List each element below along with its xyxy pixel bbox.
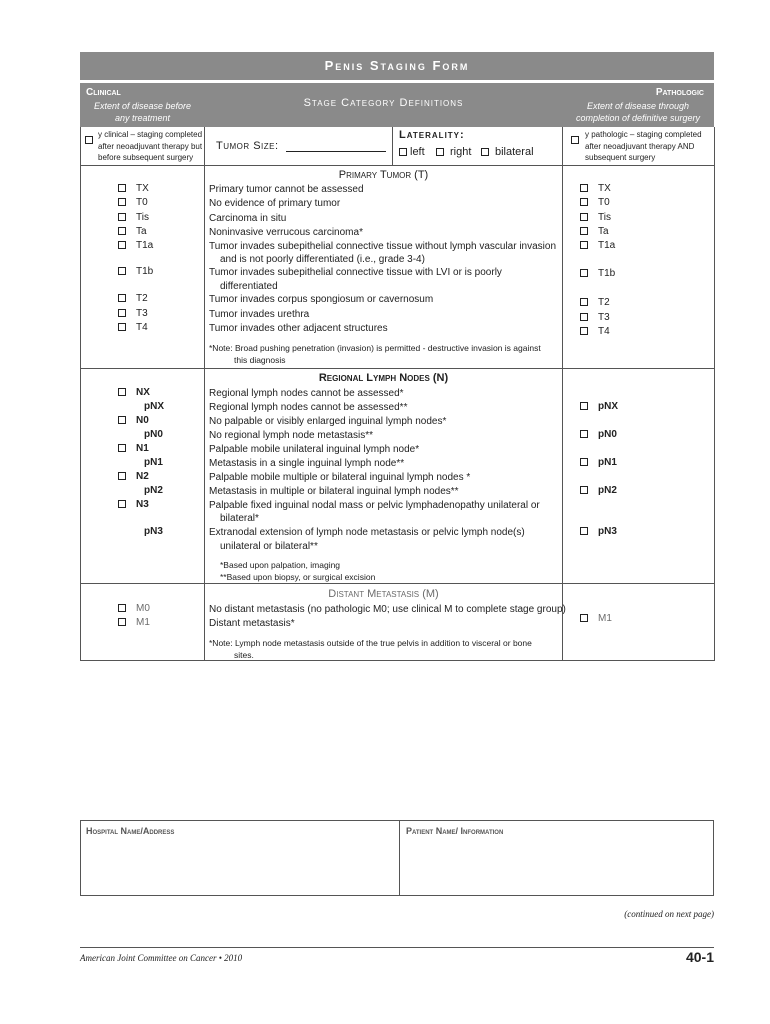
n-def-n0: No palpable or visibly enlarged inguinal lymph nodes* [209,416,447,427]
clinical-t-t0-label: T0 [136,197,148,208]
clinical-n-n1[interactable] [118,443,149,455]
laterality-right-label: right [450,146,472,158]
laterality-left-checkbox[interactable] [399,148,407,156]
clinical-n-pn2 [144,485,163,497]
clinical-t-t4[interactable] [118,322,148,334]
clinical-t-ta[interactable] [118,226,147,238]
clinical-n-n0[interactable] [118,415,149,427]
definitions-header: Stage Category Definitions [303,97,464,109]
t-def-t1a-line2: and is not poorly differentiated (i.e., grade 3-4) [220,254,425,265]
t-def-t1b-line1: Tumor invades subepithelial connective tissue with LVI or is poorly [209,267,502,278]
n-def-n3-line2: bilateral* [220,513,259,524]
pathologic-t-t0[interactable] [580,197,610,209]
clinical-m-m0-label: M0 [136,603,150,614]
n-def-pn1: Metastasis in a single inguinal lymph node** [209,458,405,469]
pathologic-t-tx[interactable] [580,183,611,195]
clinical-t-ta-label: Ta [136,226,147,237]
clinical-n-pn1 [144,457,163,469]
pathologic-t-t2[interactable] [580,297,610,309]
n-def-pn2: Metastasis in multiple or bilateral inguinal lymph nodes** [209,486,459,497]
pathologic-n-pn0[interactable] [580,429,617,441]
pathologic-n-pn3-label: pN3 [598,526,617,537]
pathologic-t-t4-label: T4 [598,326,610,337]
clinical-subheader-2: any treatment [114,113,171,123]
pathologic-t-tx-label: TX [598,183,611,194]
hospital-label: Hospital Name/Address [86,826,175,836]
pathologic-t-tis-label: Tis [598,212,611,223]
laterality-bilateral-checkbox[interactable] [481,148,489,156]
t-def-t0: No evidence of primary tumor [209,198,341,209]
pathologic-t-t3[interactable] [580,312,610,324]
pathologic-t-t3-label: T3 [598,312,610,323]
primary-tumor-heading: Primary Tumor (T) [338,169,429,181]
clinical-t-tis[interactable] [118,212,149,224]
clinical-t-t4-label: T4 [136,322,148,333]
clinical-t-t1b[interactable] [118,266,153,278]
col-divider-left [204,127,205,661]
tumor-size-field[interactable] [286,151,386,152]
clinical-t-t3[interactable] [118,308,148,320]
clinical-n-n3[interactable] [118,499,149,511]
clinical-m-m1-label: M1 [136,617,150,628]
n-def-pn3-line1: Extranodal extension of lymph node metastasis or pelvic lymph node(s) [209,527,525,538]
pathologic-n-pn2-label: pN2 [598,485,617,496]
n-def-n3-line1: Palpable fixed inguinal nodal mass or pelvic lymphadenopathy unilateral or [209,500,540,511]
pathologic-t-t4[interactable] [580,326,610,338]
pathologic-t-t1a[interactable] [580,240,615,252]
t-note-line2: this diagnosis [234,355,286,365]
t-def-t1a-line1: Tumor invades subepithelial connective tissue without lymph vascular invasion [209,241,557,252]
laterality-left[interactable] [399,146,425,158]
n-note-line2: **Based upon biopsy, or surgical excision [220,572,376,582]
pathologic-t-tis[interactable] [580,212,611,224]
row-divider-2 [80,368,714,369]
n-def-n1: Palpable mobile unilateral inguinal lymph node* [209,444,420,455]
row-divider-1 [80,165,714,166]
t-def-t2: Tumor invades corpus spongiosum or cavernosum [209,294,434,305]
row-divider-3 [80,583,714,584]
laterality-left-label: left [410,146,425,158]
pathologic-t-t2-label: T2 [598,297,610,308]
footer-rule [80,947,714,948]
col-divider-right [562,127,563,661]
m-note-line2: sites. [234,650,254,660]
publisher-text: American Joint Committee on Cancer • 2010 [80,953,243,963]
laterality-divider [392,127,393,165]
n-def-pn0: No regional lymph node metastasis** [209,430,373,441]
y-pathologic-line-3: subsequent surgery [585,153,656,162]
pathologic-m-m1-label: M1 [598,613,612,624]
pathologic-t-t1b[interactable] [580,268,615,280]
y-pathologic-checkbox[interactable] [571,131,579,149]
pathologic-n-pn2[interactable] [580,485,617,497]
clinical-n-nx-label: NX [136,387,150,398]
clinical-n-pnx [144,401,164,413]
pathologic-m-m1[interactable] [580,613,612,625]
clinical-t-t1b-label: T1b [136,266,154,277]
t-note-line1: *Note: Broad pushing penetration (invasion) is permitted - destructive invasion is against [209,343,541,353]
tumor-size-label: Tumor Size: [216,140,279,152]
laterality-right-checkbox[interactable] [436,148,444,156]
clinical-t-t3-label: T3 [136,308,148,319]
y-clinical-line-2: after neoadjuvant therapy but [98,142,203,151]
clinical-n-n0-label: N0 [136,415,149,426]
clinical-n-pn1-label: pN1 [144,457,163,468]
laterality-bilateral[interactable] [481,146,534,158]
distant-metastasis-heading: Distant Metastasis (M) [328,588,439,600]
t-def-t3: Tumor invades urethra [209,309,310,320]
y-pathologic-line-2: after neoadjuvant therapy AND [585,142,695,151]
y-pathologic-line-1: y pathologic – staging completed [585,130,702,139]
n-def-n2: Palpable mobile multiple or bilateral inguinal lymph nodes * [209,472,471,483]
clinical-n-n3-label: N3 [136,499,149,510]
clinical-n-nx[interactable] [118,387,150,399]
clinical-n-pn0 [144,429,163,441]
pathologic-n-pnx-label: pNX [598,401,618,412]
y-clinical-line-1: y clinical – staging completed [98,130,203,139]
t-def-t4: Tumor invades other adjacent structures [209,323,388,334]
pathologic-t-ta[interactable] [580,226,609,238]
clinical-n-pn3-label: pN3 [144,526,163,537]
clinical-n-pn3 [144,526,163,538]
pathologic-n-pn3[interactable] [580,526,617,538]
clinical-t-t1a-label: T1a [136,240,154,251]
y-clinical-line-3: before subsequent surgery [98,153,194,162]
clinical-n-pn2-label: pN2 [144,485,163,496]
continued-note: (continued on next page) [624,909,714,919]
clinical-header: Clinical [86,87,121,98]
clinical-n-n1-label: N1 [136,443,149,454]
clinical-t-t2[interactable] [118,293,148,305]
clinical-t-tis-label: Tis [136,212,149,223]
pathologic-n-pn1[interactable] [580,457,617,469]
pathologic-t-t0-label: T0 [598,197,610,208]
t-def-tx: Primary tumor cannot be assessed [209,184,364,195]
clinical-n-pn0-label: pN0 [144,429,163,440]
n-def-nx: Regional lymph nodes cannot be assessed* [209,388,404,399]
n-def-pn3-line2: unilateral or bilateral** [220,541,318,552]
laterality-right[interactable] [436,146,471,158]
pathologic-header: Pathologic [655,87,704,98]
pathologic-t-ta-label: Ta [598,226,609,237]
pathologic-n-pn1-label: pN1 [598,457,617,468]
pathologic-subheader-2: completion of definitive surgery [575,113,701,123]
page-number: 40-1 [685,949,714,965]
pathologic-subheader-1: Extent of disease through [586,101,690,111]
t-def-ta: Noninvasive verrucous carcinoma* [209,227,363,238]
clinical-n-n2-label: N2 [136,471,149,482]
clinical-subheader-1: Extent of disease before [93,101,192,111]
clinical-m-m1[interactable] [118,617,150,629]
clinical-t-t2-label: T2 [136,293,148,304]
laterality-label: Laterality: [399,129,465,141]
laterality-bilateral-label: bilateral [495,146,534,158]
patient-label: Patient Name/ Information [406,826,504,836]
pathologic-n-pnx[interactable] [580,401,618,413]
pathologic-n-pn0-label: pN0 [598,429,617,440]
clinical-n-n2[interactable] [118,471,149,483]
clinical-t-t0[interactable] [118,197,148,209]
y-clinical-checkbox[interactable] [85,131,93,149]
regional-nodes-heading: Regional Lymph Nodes (N) [318,372,449,384]
clinical-n-pnx-label: pNX [144,401,164,412]
t-def-tis: Carcinoma in situ [209,213,287,224]
clinical-m-m0[interactable] [118,603,150,615]
m-note-line1: *Note: Lymph node metastasis outside of the true pelvis in addition to visceral or bone [209,638,532,648]
form-title: Penis Staging Form [324,58,470,73]
clinical-t-t1a[interactable] [118,240,153,252]
n-def-pnx: Regional lymph nodes cannot be assessed** [209,402,408,413]
clinical-t-tx[interactable] [118,183,149,195]
t-def-t1b-line2: differentiated [220,281,278,292]
n-note-line1: *Based upon palpation, imaging [220,560,341,570]
m-def-m1: Distant metastasis* [209,618,295,629]
pathologic-t-t1b-label: T1b [598,268,616,279]
clinical-t-tx-label: TX [136,183,149,194]
pathologic-t-t1a-label: T1a [598,240,616,251]
m-def-m0: No distant metastasis (no pathologic M0; use clinical M to complete stage group) [209,604,566,615]
